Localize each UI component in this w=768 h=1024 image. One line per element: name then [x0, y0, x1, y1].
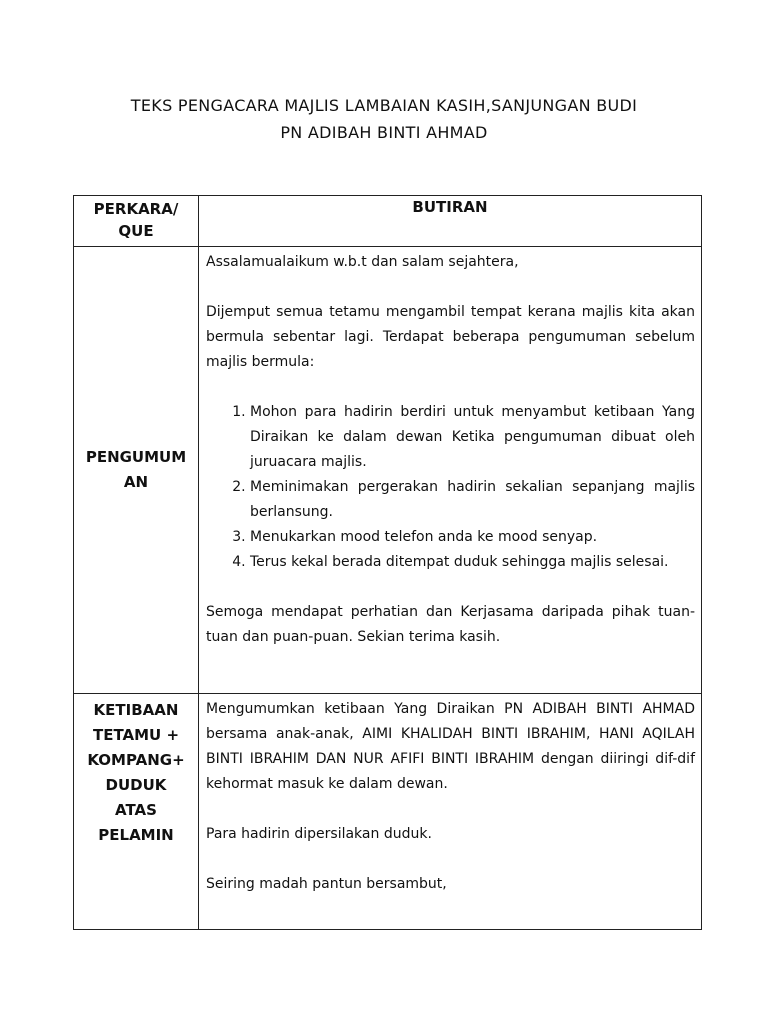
row-label-line: DUDUK	[105, 776, 167, 794]
table-row	[74, 247, 702, 694]
row-label-line: PENGUMUM	[85, 448, 187, 466]
list-item: 3. Menukarkan mood telefon anda ke mood senyap.	[250, 525, 695, 550]
pantun-text: Seiring madah pantun bersambut,	[206, 876, 447, 892]
header-perkara	[74, 196, 199, 247]
row-label-line: ATAS	[115, 801, 157, 819]
row-label-line: TETAMU +	[92, 726, 180, 744]
row-label-line: KETIBAAN	[93, 701, 179, 719]
list-item: 4. Terus kekal berada ditempat duduk sehingga majlis selesai.	[250, 550, 695, 575]
table-header-row	[74, 196, 702, 247]
row-label-line: KOMPANG+	[87, 751, 185, 769]
header-perkara-line-2: QUE	[118, 222, 154, 240]
row-label-pengumuman	[74, 247, 199, 694]
document-title	[0, 92, 768, 146]
program-table	[73, 195, 702, 930]
seating-text: Para hadirin dipersilakan duduk.	[206, 826, 432, 842]
row-label-line: PELAMIN	[98, 826, 174, 844]
closing-text: Semoga mendapat perhatian dan Kerjasama daripada pihak tuan-tuan dan puan-puan. Sekian terima kasih.	[206, 604, 695, 645]
title-line-2: PN ADIBAH BINTI AHMAD	[280, 123, 488, 142]
list-item: 2. Meminimakan pergerakan hadirin sekalian sepanjang majlis berlansung.	[250, 475, 695, 525]
table-row	[74, 694, 702, 930]
title-line-1: TEKS PENGACARA MAJLIS LAMBAIAN KASIH,SANJUNGAN BUDI	[130, 96, 638, 115]
list-item: 1. Mohon para hadirin berdiri untuk menyambut ketibaan Yang Diraikan ke dalam dewan Ketika pengumuman dibuat oleh juruacara majlis.	[250, 400, 695, 475]
announcement-list	[206, 400, 695, 575]
row-label-ketibaan	[74, 694, 199, 930]
arrival-announcement-text: Mengumumkan ketibaan Yang Diraikan PN ADIBAH BINTI AHMAD bersama anak-anak, AIMI KHALIDAH BINTI IBRAHIM, HANI AQILAH BINTI IBRAHIM DAN NUR AFIFI BINTI IBRAHIM dengan diiringi dif-dif kehormat masuk ke dalam dewan.	[206, 701, 695, 792]
row-label-line: AN	[123, 473, 149, 491]
row-details-ketibaan	[199, 694, 702, 930]
row-details-pengumuman	[199, 247, 702, 694]
header-butiran: BUTIRAN	[199, 196, 702, 247]
intro-text: Dijemput semua tetamu mengambil tempat kerana majlis kita akan bermula sebentar lagi. Terdapat beberapa pengumuman sebelum majlis bermula:	[206, 304, 695, 370]
header-perkara-line-1: PERKARA/	[93, 200, 179, 218]
greeting-text: Assalamualaikum w.b.t dan salam sejahtera,	[206, 254, 519, 270]
